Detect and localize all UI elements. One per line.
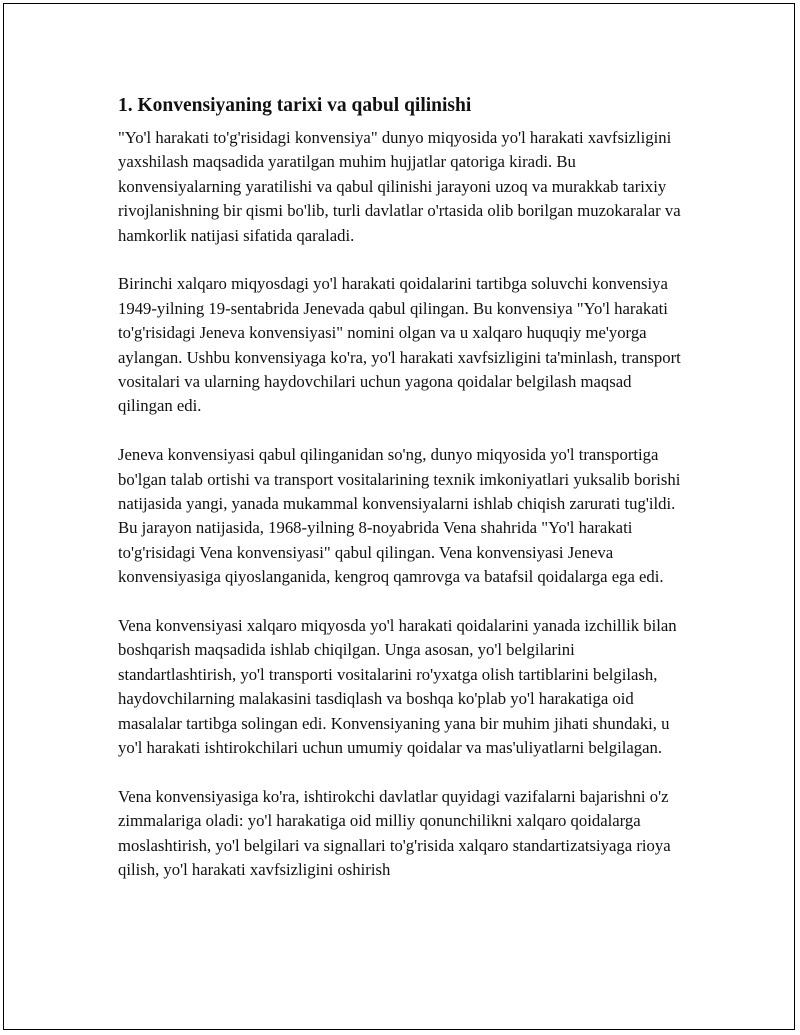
document-body bbox=[118, 92, 690, 907]
paragraph-3: Jeneva konvensiyasi qabul qilinganidan so'ng, dunyo miqyosida yo'l transportiga bo'lgan talab ortishi va transport vositalarining texnik imkoniyatlari yuksalib borishi natijasida yangi, yanada mukammal konvensiyalarni ishlab chiqish zarurati tug'ildi. Bu jarayon natijasida, 1968-yilning 8-noyabrida Vena shahrida "Yo'l harakati to'g'risidagi Vena konvensiyasi" qabul qilingan. Vena konvensiyasi Jeneva konvensiyasiga qiyoslanganida, kengroq qamrovga va batafsil qoidalarga ega edi. bbox=[118, 445, 681, 587]
paragraph-2: Birinchi xalqaro miqyosdagi yo'l harakati qoidalarini tartibga soluvchi konvensiya 1949-yilning 19-sentabrida Jenevada qabul qilingan. Bu konvensiya "Yo'l harakati to'g'risidagi Jeneva konvensiyasi" nomini olgan va u xalqaro huquqiy me'yorga aylangan. Ushbu konvensiyaga ko'ra, yo'l harakati xavfsizligini ta'minlash, transport vositalari va ularning haydovchilari uchun yagona qoidalar belgilash maqsad qilingan edi. bbox=[118, 274, 681, 416]
paragraph-1: "Yo'l harakati to'g'risidagi konvensiya" dunyo miqyosida yo'l harakati xavfsizligini yaxshilash maqsadida yaratilgan muhim hujjatlar qatoriga kiradi. Bu konvensiyalarning yaratilishi va qabul qilinishi jarayoni uzoq va murakkab tarixiy rivojlanishning bir qismi bo'lib, turli davlatlar o'rtasida olib borilgan muzokaralar va hamkorlik natijasi sifatida qaraladi. bbox=[118, 128, 681, 245]
section-heading: 1. Konvensiyaning tarixi va qabul qilinishi bbox=[118, 95, 472, 116]
paragraph-4: Vena konvensiyasi xalqaro miqyosda yo'l harakati qoidalarini yanada izchillik bilan boshqarish maqsadida ishlab chiqilgan. Unga asosan, yo'l belgilarini standartlashtirish, yo'l transporti vositalarini ro'yxatga olish tartiblarini belgilash, haydovchilarning malakasini tasdiqlash va boshqa ko'plab yo'l harakatiga oid masalalar tartibga solingan edi. Konvensiyaning yana bir muhim jihati shundaki, u yo'l harakati ishtirokchilari uchun umumiy qoidalar va mas'uliyatlarni belgilagan. bbox=[118, 616, 677, 758]
paragraph-5: Vena konvensiyasiga ko'ra, ishtirokchi davlatlar quyidagi vazifalarni bajarishni o'z zimmalariga oladi: yo'l harakatiga oid milliy qonunchilikni xalqaro qoidalarga moslashtirish, yo'l belgilari va signallari to'g'risida xalqaro standartizatsiyaga rioya qilish, yo'l harakati xavfsizligini oshirish bbox=[118, 786, 671, 880]
